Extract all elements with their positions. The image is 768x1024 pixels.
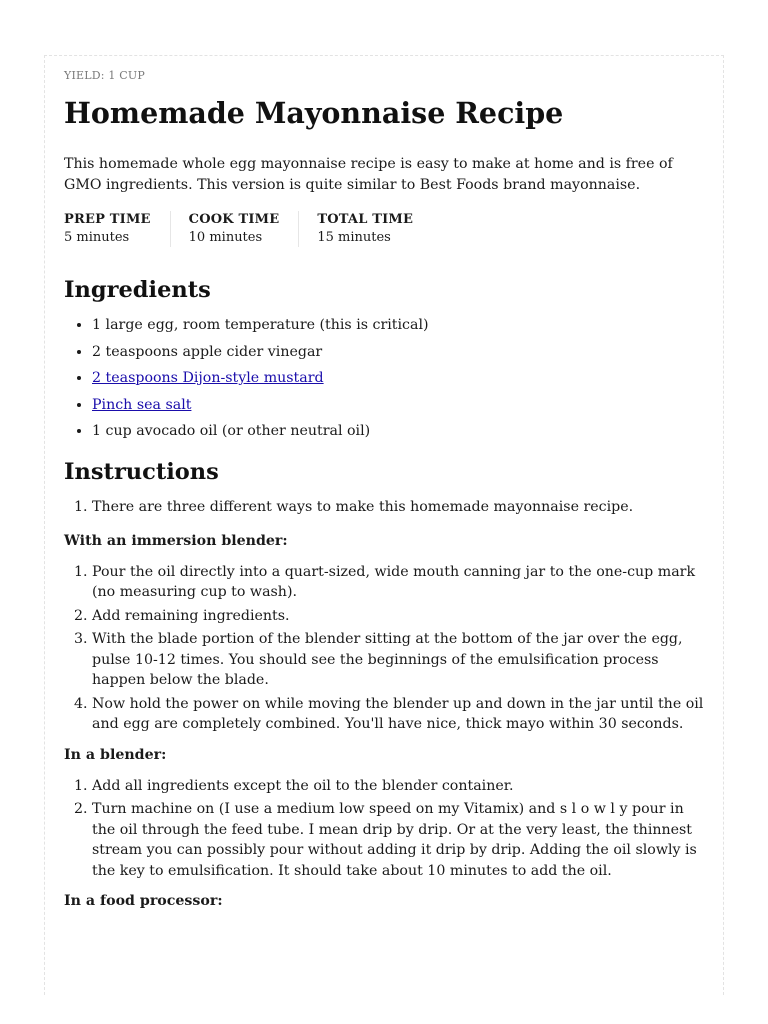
instruction-step: 1. Pour the oil directly into a quart-sized, wide mouth canning jar to the one-cup mark (no measuring cup to wash). xyxy=(92,562,707,603)
recipe-yield: YIELD: 1 CUP xyxy=(64,69,145,82)
prep-time xyxy=(64,211,171,247)
total-time-label: TOTAL TIME xyxy=(317,212,414,227)
ingredient-item: • 1 large egg, room temperature (this is critical) xyxy=(92,315,723,335)
instruction-step: 1. There are three different ways to make this homemade mayonnaise recipe. xyxy=(92,497,707,518)
cook-time-label: COOK TIME xyxy=(188,212,280,227)
immersion-steps xyxy=(64,562,723,735)
blender-heading: In a blender: xyxy=(64,746,167,763)
instruction-step: 3. With the blade portion of the blender sitting at the bottom of the jar over the egg, pulse 10-12 times. You should see the beginnings of the emulsification process happen below the blade. xyxy=(92,629,707,691)
ingredient-item: • 2 teaspoons apple cider vinegar xyxy=(92,342,723,362)
cook-time-value: 10 minutes xyxy=(188,230,263,245)
ingredient-item xyxy=(92,368,723,388)
food-processor-heading: In a food processor: xyxy=(64,893,223,910)
recipe-title: Homemade Mayonnaise Recipe xyxy=(64,96,564,130)
total-time xyxy=(317,211,432,247)
ingredient-item xyxy=(92,395,723,415)
instruction-step: 1. Add all ingredients except the oil to the blender container. xyxy=(92,776,707,797)
blender-steps xyxy=(64,776,723,882)
instructions-heading: Instructions xyxy=(64,459,219,486)
recipe-description: This homemade whole egg mayonnaise recipe is easy to make at home and is free of GMO ingredients. This version is quite similar to Best Foods brand mayonnaise. xyxy=(64,156,673,193)
total-time-value: 15 minutes xyxy=(317,230,391,245)
ingredients-list xyxy=(64,315,723,441)
instruction-step: 4. Now hold the power on while moving the blender up and down in the jar until the oil and egg are completely combined. You'll have nice, thick mayo within 30 seconds. xyxy=(92,694,707,735)
instruction-step: 2. Turn machine on (I use a medium low speed on my Vitamix) and s l o w l y pour in the oil through the feed tube. I mean drip by drip. Or at the very least, the thinnest stream you can possibly pour without adding it drip by drip. Adding the oil slowly is the key to emulsification. It should take about 10 minutes to add the oil. xyxy=(92,799,707,881)
ingredient-item: • 1 cup avocado oil (or other neutral oil) xyxy=(92,421,723,441)
recipe-times xyxy=(64,211,723,247)
immersion-heading: With an immersion blender: xyxy=(64,532,288,549)
instructions-intro-list xyxy=(64,497,723,518)
ingredient-link-sea-salt[interactable]: Pinch sea salt xyxy=(92,396,192,413)
ingredient-link-mustard[interactable]: 2 teaspoons Dijon-style mustard xyxy=(92,370,324,387)
ingredients-heading: Ingredients xyxy=(64,277,211,303)
prep-time-value: 5 minutes xyxy=(64,230,130,245)
recipe-card xyxy=(44,55,724,995)
instruction-step: 2. Add remaining ingredients. xyxy=(92,606,707,627)
cook-time xyxy=(189,211,300,247)
prep-time-label: PREP TIME xyxy=(64,212,151,227)
